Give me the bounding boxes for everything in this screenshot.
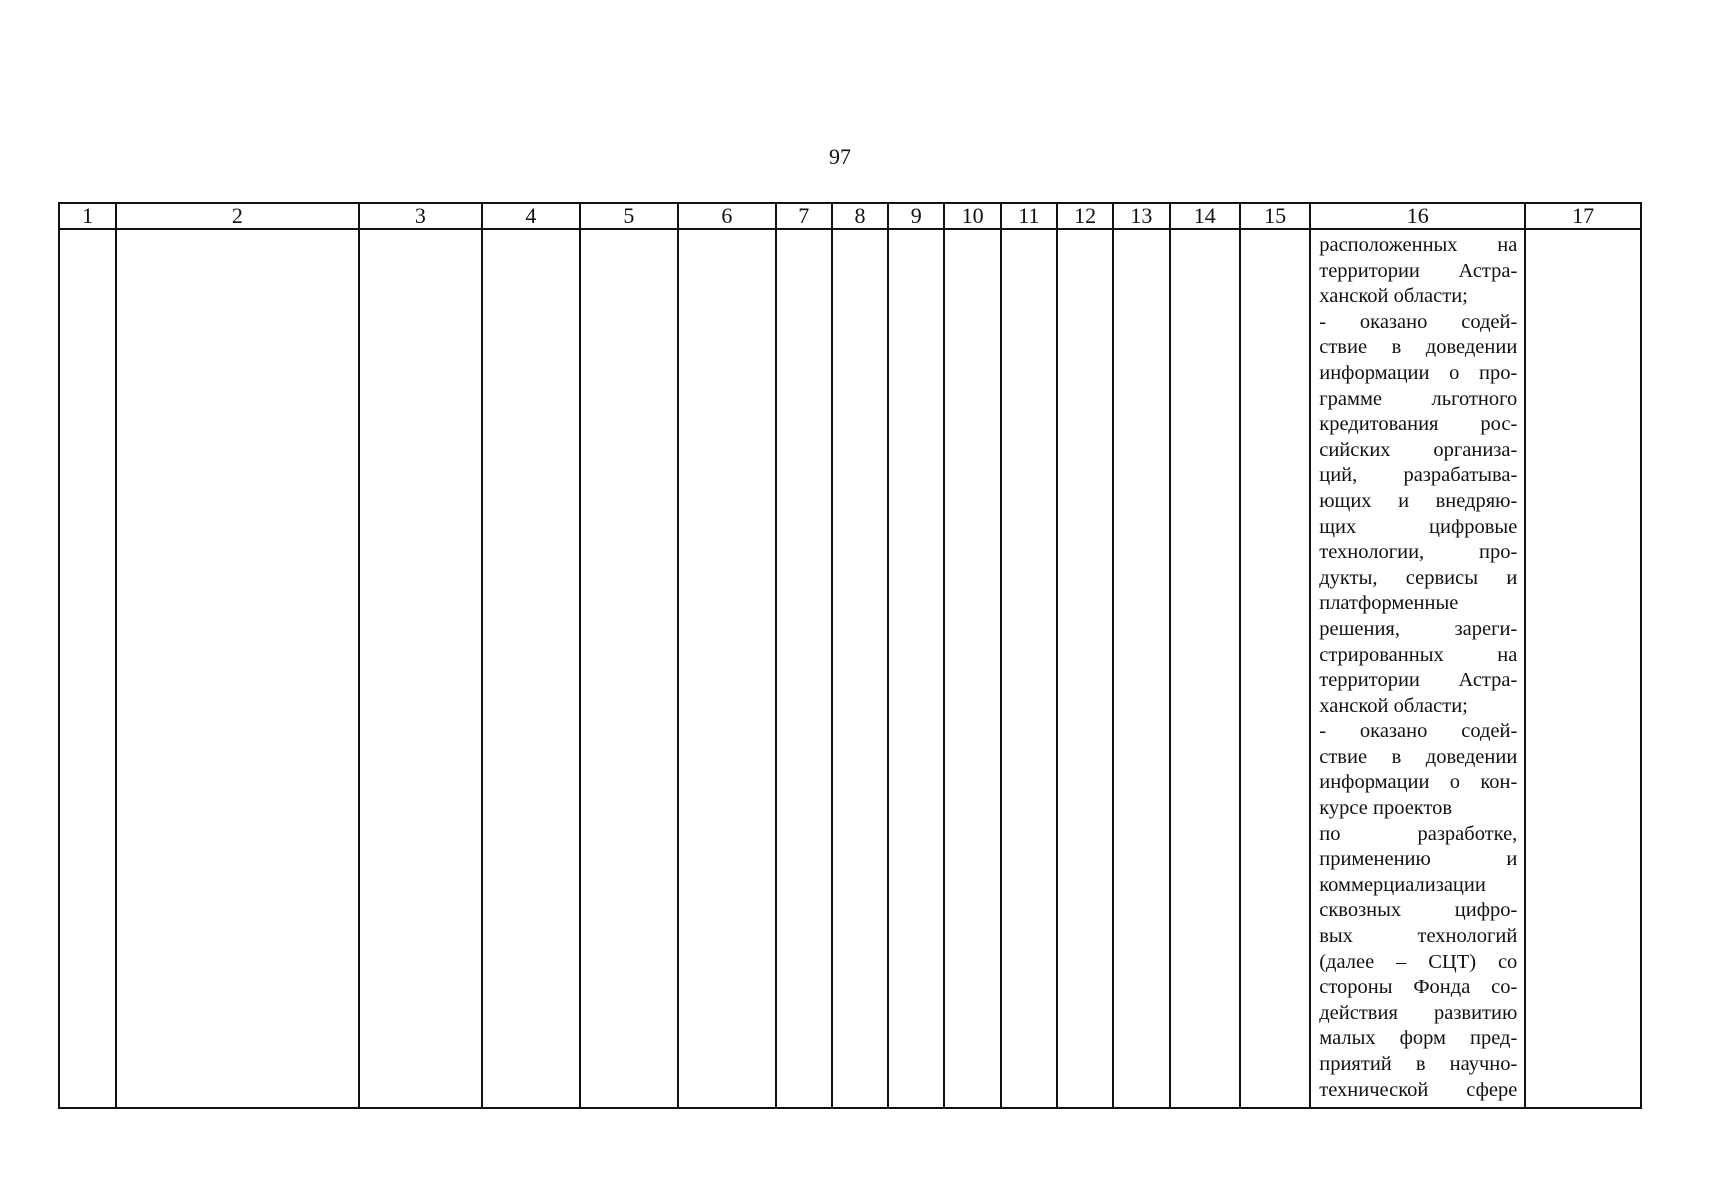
cell-col-9 bbox=[888, 229, 944, 1108]
column-header-1: 1 bbox=[59, 203, 116, 229]
cell-col-13 bbox=[1113, 229, 1169, 1108]
cell-col-7 bbox=[776, 229, 832, 1108]
text-line: применению и bbox=[1319, 848, 1518, 871]
text-line: территории Астра- bbox=[1319, 259, 1518, 282]
cell-col-8 bbox=[832, 229, 888, 1108]
text-line: расположенных на bbox=[1319, 234, 1518, 256]
column-header-5: 5 bbox=[580, 203, 678, 229]
text-line: ханской области; bbox=[1319, 285, 1468, 308]
text-line: территории Астра- bbox=[1319, 669, 1518, 692]
text-line: ствие в доведении bbox=[1319, 336, 1518, 359]
cell-col-16 bbox=[1310, 229, 1525, 1108]
cell-col-4 bbox=[482, 229, 579, 1108]
text-line: платформенные bbox=[1319, 592, 1459, 615]
cell-col-16-text bbox=[1319, 233, 1517, 1103]
text-line: грамме льготного bbox=[1319, 387, 1518, 410]
text-line: технической сфере bbox=[1319, 1078, 1518, 1101]
text-line: (далее – СЦТ) со bbox=[1319, 950, 1518, 973]
text-line: информации о кон- bbox=[1319, 771, 1518, 794]
column-header-17: 17 bbox=[1525, 203, 1641, 229]
column-header-11: 11 bbox=[1001, 203, 1057, 229]
cell-col-5 bbox=[580, 229, 678, 1108]
cell-col-6 bbox=[678, 229, 775, 1108]
column-header-14: 14 bbox=[1170, 203, 1240, 229]
cell-col-14 bbox=[1170, 229, 1240, 1108]
text-line: технологии, про- bbox=[1319, 541, 1518, 564]
text-line: ствие в доведении bbox=[1319, 745, 1518, 768]
column-header-16: 16 bbox=[1310, 203, 1525, 229]
column-header-10: 10 bbox=[944, 203, 1000, 229]
cell-col-11 bbox=[1001, 229, 1057, 1108]
text-line: информации о про- bbox=[1319, 361, 1518, 384]
text-line: малых форм пред- bbox=[1319, 1027, 1518, 1050]
text-line: ющих и внедряю- bbox=[1319, 489, 1518, 512]
column-header-4: 4 bbox=[482, 203, 579, 229]
column-header-13: 13 bbox=[1113, 203, 1169, 229]
text-line: ций, разрабатыва- bbox=[1319, 464, 1518, 487]
text-line: - оказано содей- bbox=[1319, 720, 1518, 743]
cell-col-15 bbox=[1240, 229, 1310, 1108]
text-line: стороны Фонда со- bbox=[1319, 976, 1518, 999]
cell-col-3 bbox=[359, 229, 483, 1108]
text-line: ханской области; bbox=[1319, 694, 1468, 717]
column-header-9: 9 bbox=[888, 203, 944, 229]
column-header-12: 12 bbox=[1057, 203, 1113, 229]
text-line: коммерциализации bbox=[1319, 873, 1486, 896]
data-table bbox=[58, 202, 1642, 1109]
text-line: дукты, сервисы и bbox=[1319, 566, 1518, 589]
column-header-2: 2 bbox=[116, 203, 358, 229]
header-row bbox=[59, 203, 1641, 229]
column-header-6: 6 bbox=[678, 203, 775, 229]
cell-col-2 bbox=[116, 229, 358, 1108]
cell-col-1 bbox=[59, 229, 116, 1108]
text-line: щих цифровые bbox=[1319, 515, 1518, 538]
text-line: курсе проектов bbox=[1319, 797, 1453, 820]
text-line: решения, зареги- bbox=[1319, 617, 1518, 640]
table-row bbox=[59, 229, 1641, 1108]
text-line: - оказано содей- bbox=[1319, 310, 1518, 333]
text-line: действия развитию bbox=[1319, 1001, 1518, 1024]
column-header-15: 15 bbox=[1240, 203, 1310, 229]
text-line: стрированных на bbox=[1319, 643, 1518, 666]
cell-col-12 bbox=[1057, 229, 1113, 1108]
text-line: вых технологий bbox=[1319, 925, 1518, 948]
text-line: кредитования рос- bbox=[1319, 413, 1518, 436]
column-header-7: 7 bbox=[776, 203, 832, 229]
cell-col-17 bbox=[1525, 229, 1641, 1108]
text-line: сквозных цифро- bbox=[1319, 899, 1518, 922]
text-line: сийских организа- bbox=[1319, 438, 1518, 461]
text-line: по разработке, bbox=[1319, 822, 1518, 845]
page-number: 97 bbox=[829, 144, 851, 169]
cell-col-10 bbox=[944, 229, 1000, 1108]
column-header-3: 3 bbox=[359, 203, 483, 229]
column-header-8: 8 bbox=[832, 203, 888, 229]
text-line: приятий в научно- bbox=[1319, 1053, 1518, 1075]
